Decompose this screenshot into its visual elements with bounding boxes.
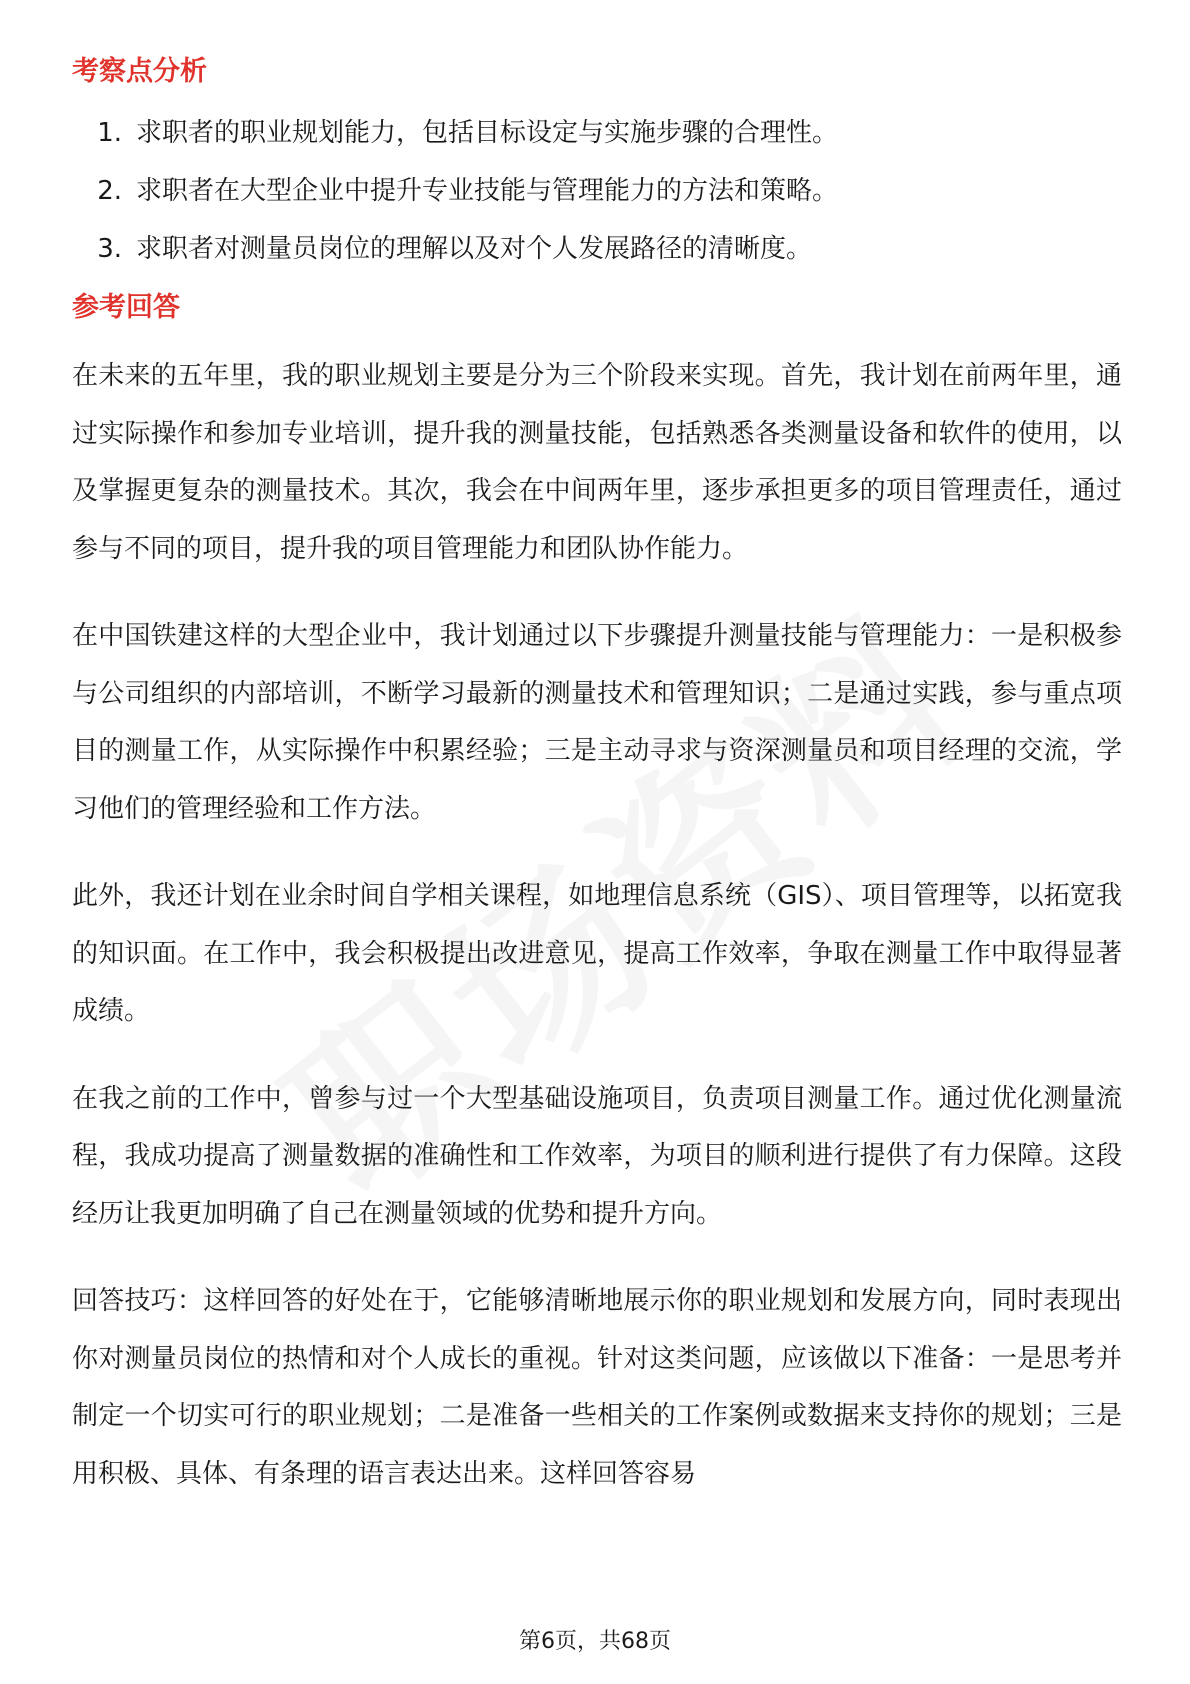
analysis-title: 考察点分析 bbox=[72, 56, 207, 87]
analysis-points-list bbox=[72, 114, 1122, 268]
page-number: 第6页，共68页 bbox=[519, 1629, 671, 1654]
list-item-number: 3. bbox=[97, 234, 122, 264]
list-item-number: 1. bbox=[97, 118, 122, 148]
list-item-text: 求职者对测量员岗位的理解以及对个人发展路径的清晰度。 bbox=[136, 234, 813, 264]
list-item bbox=[72, 172, 1122, 210]
list-item bbox=[72, 114, 1122, 152]
answer-paragraph: 在中国铁建这样的大型企业中，我计划通过以下步骤提升测量技能与管理能力：一是积极参与公司组织的内部培训，不断学习最新的测量技术和管理知识；二是通过实践，参与重点项目的测量工作，从实际操作中积累经验；三是主动寻求与资深测量员和项目经理的交流，学习他们的管理经验和工作方法。 bbox=[72, 621, 1122, 824]
document-page bbox=[72, 44, 1122, 1503]
answer-tips-paragraph: 回答技巧：这样回答的好处在于，它能够清晰地展示你的职业规划和发展方向，同时表现出你对测量员岗位的热情和对个人成长的重视。针对这类问题，应该做以下准备：一是思考并制定一个切实可行的职业规划；二是准备一些相关的工作案例或数据来支持你的规划；三是用积极、具体、有条理的语言表达出来。这样回答容易 bbox=[72, 1286, 1122, 1489]
list-item-number: 2. bbox=[97, 176, 122, 206]
list-item-text: 求职者在大型企业中提升专业技能与管理能力的方法和策略。 bbox=[136, 176, 839, 206]
answer-paragraph: 在我之前的工作中，曾参与过一个大型基础设施项目，负责项目测量工作。通过优化测量流程，我成功提高了测量数据的准确性和工作效率，为项目的顺利进行提供了有力保障。这段经历让我更加明确了自己在测量领域的优势和提升方向。 bbox=[72, 1083, 1122, 1229]
list-item-text: 求职者的职业规划能力，包括目标设定与实施步骤的合理性。 bbox=[136, 118, 839, 148]
answer-title: 参考回答 bbox=[72, 292, 180, 323]
answer-paragraph: 此外，我还计划在业余时间自学相关课程，如地理信息系统（GIS）、项目管理等，以拓宽我的知识面。在工作中，我会积极提出改进意见，提高工作效率，争取在测量工作中取得显著成绩。 bbox=[72, 881, 1122, 1026]
list-item bbox=[72, 230, 1122, 268]
answer-paragraph: 在未来的五年里，我的职业规划主要是分为三个阶段来实现。首先，我计划在前两年里，通过实际操作和参加专业培训，提升我的测量技能，包括熟悉各类测量设备和软件的使用，以及掌握更复杂的测量技术。其次，我会在中间两年里，逐步承担更多的项目管理责任，通过参与不同的项目，提升我的项目管理能力和团队协作能力。 bbox=[72, 361, 1122, 564]
